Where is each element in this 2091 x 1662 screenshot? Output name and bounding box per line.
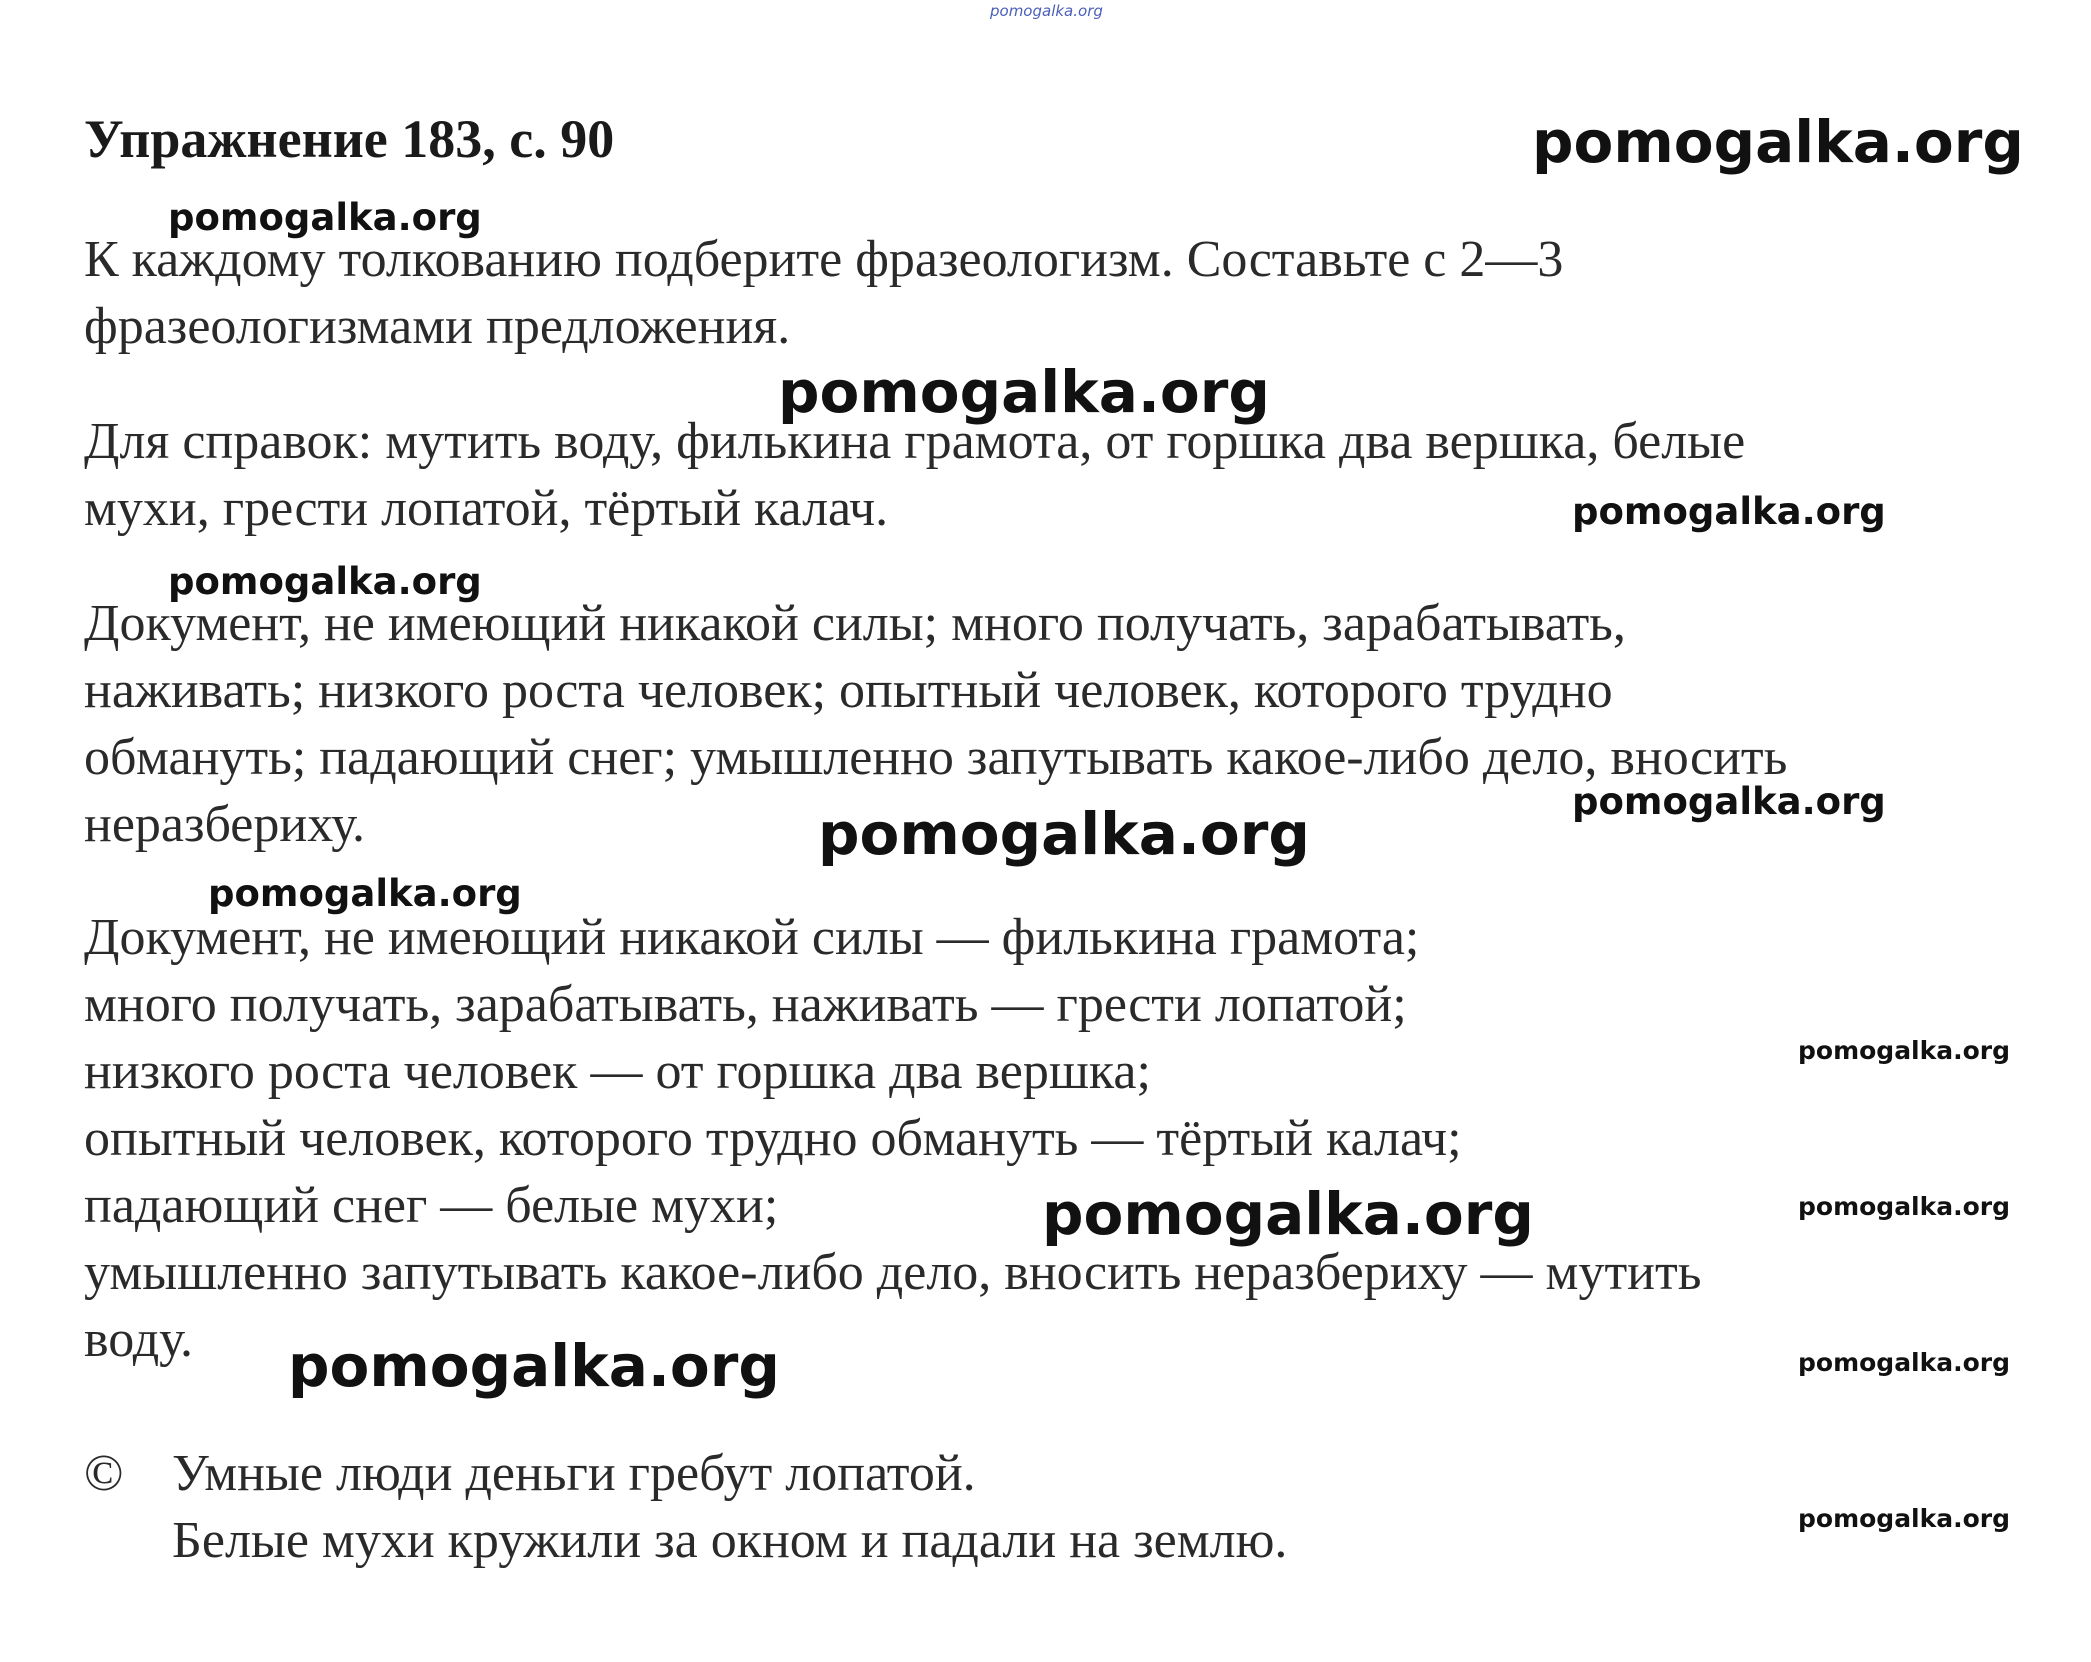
answer-block (84, 904, 1701, 1373)
watermark: pomogalka.org (208, 872, 522, 915)
reference-list (84, 408, 1745, 542)
sentence-line: Белые мухи кружили за окном и падали на землю. (172, 1512, 1288, 1569)
watermark: pomogalka.org (168, 560, 482, 603)
watermark: pomogalka.org (818, 800, 1310, 868)
answer-line: опытный человек, которого трудно обмануть — тёртый калач; (84, 1110, 1462, 1167)
reference-line: мухи, грести лопатой, тёртый калач. (84, 480, 889, 537)
definition-line: неразбериху. (84, 796, 366, 853)
watermark: pomogalka.org (1798, 1036, 2011, 1065)
watermark: pomogalka.org (1572, 490, 1886, 533)
sentence-line: Умные люди деньги гребут лопатой. (172, 1445, 976, 1502)
definition-line: обмануть; падающий снег; умышленно запутывать какое-либо дело, вносить (84, 729, 1788, 786)
answer-line: умышленно запутывать какое-либо дело, вносить неразбериху — мутить (84, 1244, 1702, 1301)
watermark: pomogalka.org (1798, 1504, 2011, 1533)
answer-line: падающий снег — белые мухи; (84, 1177, 779, 1234)
copyright-icon: © (84, 1445, 124, 1502)
answer-line: воду. (84, 1311, 193, 1368)
watermark: pomogalka.org (1042, 1180, 1534, 1248)
watermark: pomogalka.org (1532, 108, 2024, 176)
definition-line: наживать; низкого роста человек; опытный человек, которого трудно (84, 662, 1613, 719)
watermark: pomogalka.org (1572, 780, 1886, 823)
answer-line: Документ, не имеющий никакой силы — филькина грамота; (84, 909, 1420, 966)
instruction-line: К каждому толкованию подберите фразеологизм. Составьте с 2—3 (84, 231, 1564, 288)
answer-line: низкого роста человек — от горшка два вершка; (84, 1043, 1151, 1100)
watermark: pomogalka.org (288, 1332, 780, 1400)
answer-line: много получать, зарабатывать, наживать — грести лопатой; (84, 976, 1407, 1033)
reference-line: Для справок: мутить воду, филькина грамота, от горшка два вершка, белые (84, 413, 1746, 470)
watermark: pomogalka.org (1798, 1192, 2011, 1221)
watermark: pomogalka.org (1798, 1348, 2011, 1377)
watermark: pomogalka.org (778, 358, 1270, 426)
watermark: pomogalka.org (168, 196, 482, 239)
definition-line: Документ, не имеющий никакой силы; много получать, зарабатывать, (84, 595, 1626, 652)
watermark-top-tiny: pomogalka.org (990, 2, 1103, 20)
exercise-title: Упражнение 183, с. 90 (84, 109, 615, 169)
instruction-line: фразеологизмами предложения. (84, 298, 791, 355)
task-instruction (84, 226, 1563, 360)
